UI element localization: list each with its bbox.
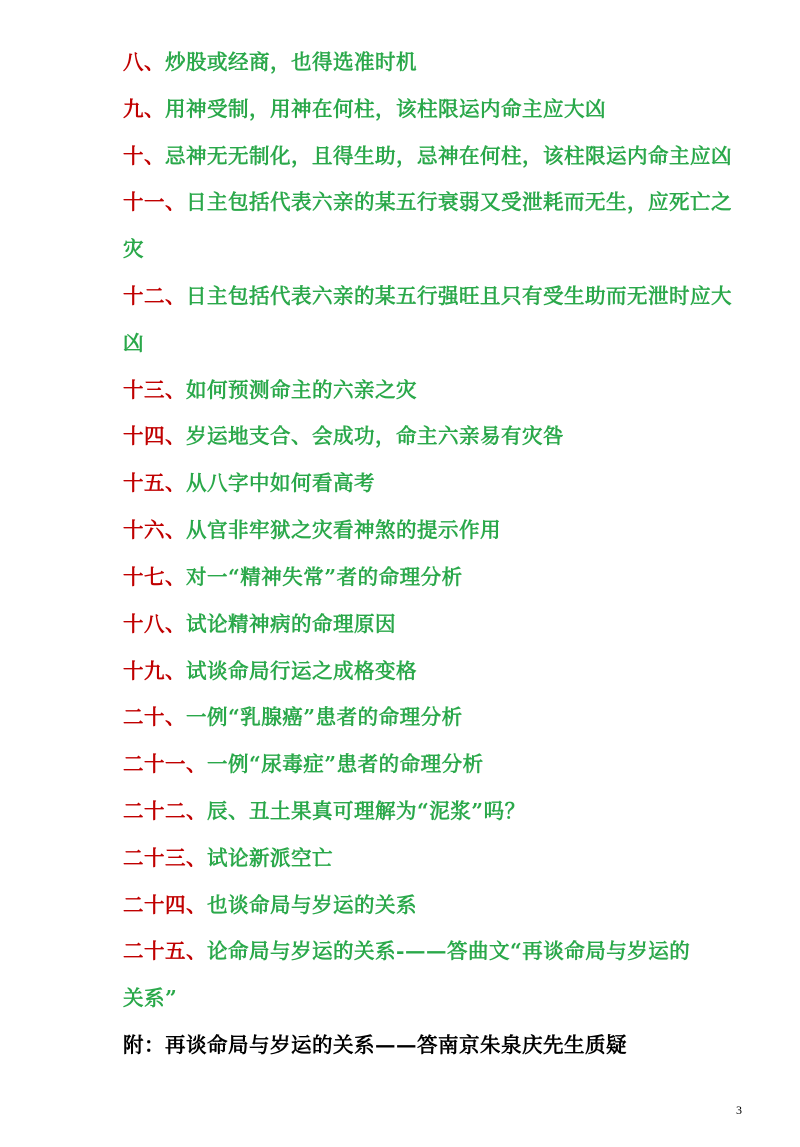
toc-entry [123,612,753,636]
toc-number: 二十一、 [123,752,207,776]
toc-title: 日主包括代表六亲的某五行衰弱又受泄耗而无生，应死亡之 [186,190,732,214]
toc-number: 十七、 [123,565,186,589]
toc-number: 十六、 [123,518,186,542]
toc-number: 十四、 [123,424,186,448]
toc-title-continuation: 灾 [123,237,144,261]
page-number: 3 [736,1103,742,1117]
toc-entry [123,471,753,495]
toc-title: 从官非牢狱之灾看神煞的提示作用 [186,518,501,542]
toc-entry-continuation [123,237,753,261]
toc-title: 一例“尿毒症”患者的命理分析 [207,752,484,776]
toc-entry-continuation [123,331,753,355]
toc-entry [123,799,753,823]
toc-title: 从八字中如何看高考 [186,471,375,495]
toc-number: 九、 [123,97,165,121]
toc-entry [123,752,753,776]
toc-number: 八、 [123,50,165,74]
toc-title-continuation: 凶 [123,331,144,355]
toc-entry [123,659,753,683]
toc-title: 一例“乳腺癌”患者的命理分析 [186,705,463,729]
toc-entry [123,144,753,168]
toc-number: 十二、 [123,284,186,308]
toc-number: 十、 [123,144,165,168]
toc-title: 也谈命局与岁运的关系 [207,893,417,917]
toc-number: 十八、 [123,612,186,636]
toc-number: 十一、 [123,190,186,214]
toc-title: 用神受制，用神在何柱，该柱限运内命主应大凶 [165,97,606,121]
toc-number: 二十五、 [123,939,207,963]
toc-title: 日主包括代表六亲的某五行强旺且只有受生助而无泄时应大 [186,284,732,308]
toc-entry [123,705,753,729]
toc-title: 试谈命局行运之成格变格 [186,659,417,683]
toc-entry [123,424,753,448]
toc-number: 十五、 [123,471,186,495]
toc-number: 二十二、 [123,799,207,823]
toc-entry [123,378,753,402]
toc-title: 试论新派空亡 [207,846,333,870]
toc-title: 论命局与岁运的关系-——答曲文“再谈命局与岁运的 [207,939,691,963]
toc-title: 忌神无无制化，且得生助，忌神在何柱，该柱限运内命主应凶 [165,144,732,168]
toc-entry [123,893,753,917]
toc-title: 岁运地支合、会成功，命主六亲易有灾咎 [186,424,564,448]
toc-title: 对一“精神失常”者的命理分析 [186,565,463,589]
toc-entry [123,190,753,214]
toc-number: 十三、 [123,378,186,402]
toc-entry [123,565,753,589]
toc-entry [123,846,753,870]
toc-title: 试论精神病的命理原因 [186,612,396,636]
toc-number: 十九、 [123,659,186,683]
toc-entry [123,50,753,74]
toc-entry [123,939,753,963]
appendix-entry: 附：再谈命局与岁运的关系——答南京朱泉庆先生质疑 [123,1033,627,1057]
toc-number: 二十四、 [123,893,207,917]
toc-entry [123,284,753,308]
toc-title: 如何预测命主的六亲之灾 [186,378,417,402]
toc-title: 炒股或经商，也得选准时机 [165,50,417,74]
toc-entry [123,97,753,121]
toc-title: 辰、丑土果真可理解为“泥浆”吗？ [207,799,526,823]
toc-entry-continuation [123,986,753,1010]
toc-number: 二十、 [123,705,186,729]
toc-number: 二十三、 [123,846,207,870]
toc-entry [123,518,753,542]
toc-title-continuation: 关系” [123,986,178,1010]
